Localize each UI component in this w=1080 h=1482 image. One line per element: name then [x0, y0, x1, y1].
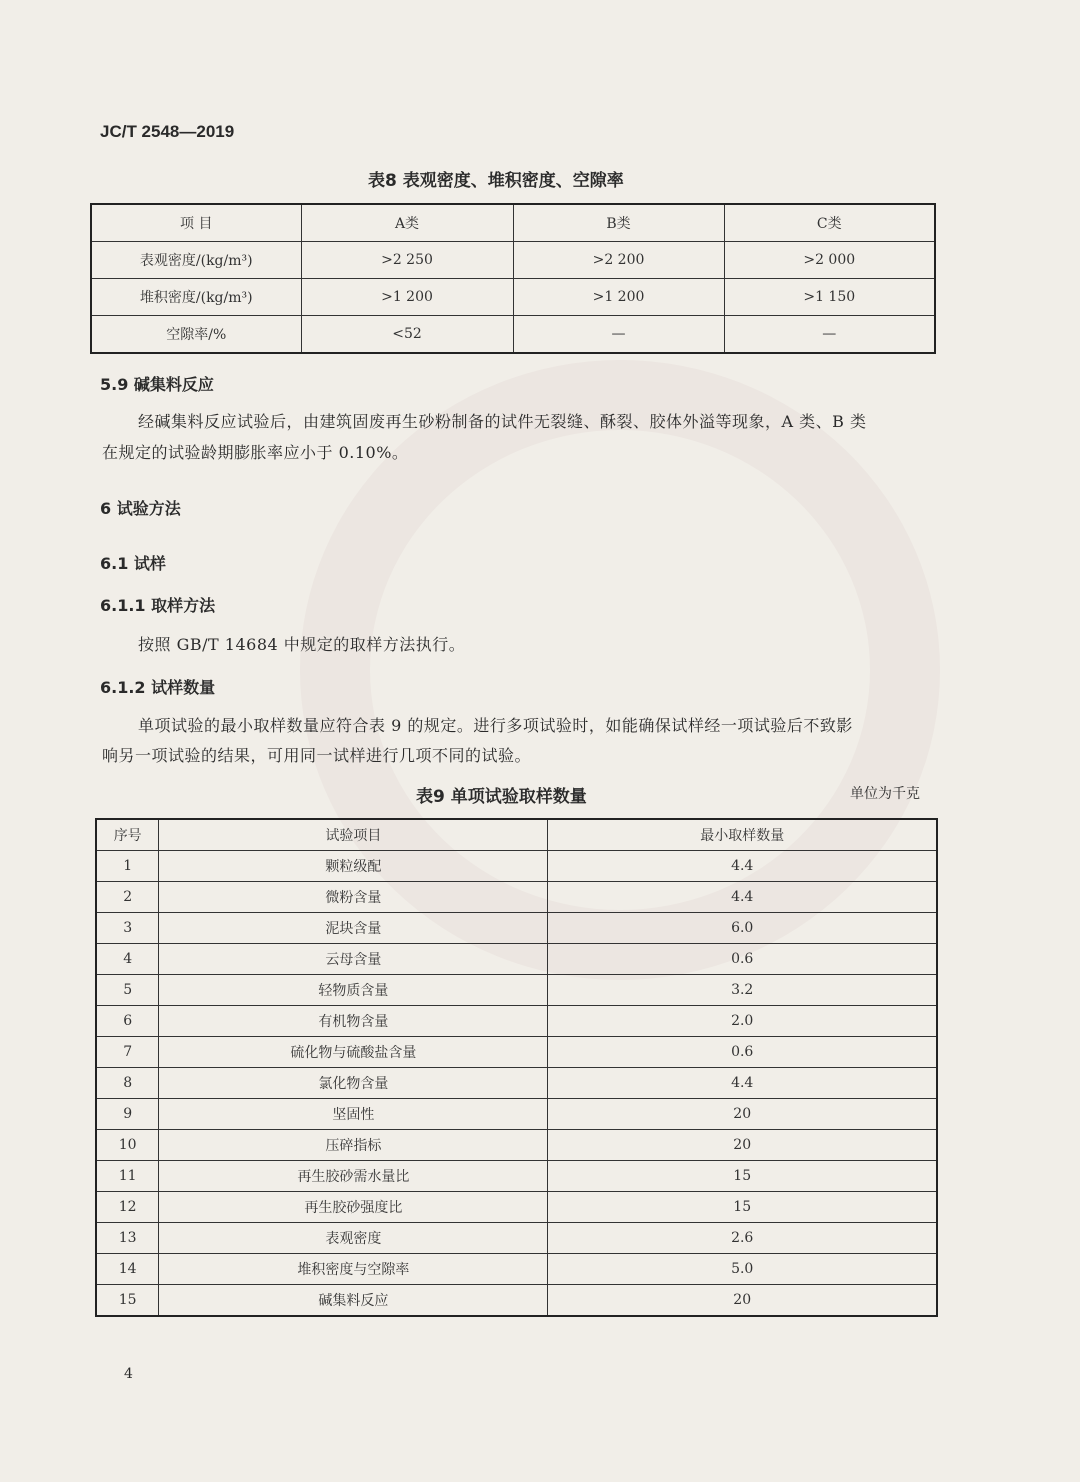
- table9-row: [96, 944, 937, 975]
- table9-cell: 1: [96, 851, 159, 882]
- table9-cell: 轻物质含量: [159, 975, 548, 1006]
- table8-cell: >1 200: [513, 279, 724, 316]
- table9-cell: 20: [548, 1285, 937, 1317]
- standard-code: JC/T 2548—2019: [100, 122, 235, 141]
- section-5-9-text-line1: 经碱集料反应试验后，由建筑固废再生砂粉制备的试件无裂缝、酥裂、胶体外溢等现象，A 类、B 类: [138, 412, 867, 431]
- table9-cell: 4.4: [548, 882, 937, 913]
- table9-cell: 0.6: [548, 1037, 937, 1068]
- table9-cell: 3: [96, 913, 159, 944]
- table9: [95, 818, 938, 1317]
- table8-cell: >1 150: [724, 279, 935, 316]
- table8-row: [91, 316, 935, 354]
- table8-cell: —: [724, 316, 935, 354]
- table8-caption: 表8 表观密度、堆积密度、空隙率: [368, 171, 624, 191]
- table9-cell: 有机物含量: [159, 1006, 548, 1037]
- table9-cell: 硫化物与硫酸盐含量: [159, 1037, 548, 1068]
- table9-cell: 颗粒级配: [159, 851, 548, 882]
- table9-cell: 坚固性: [159, 1099, 548, 1130]
- table9-row: [96, 913, 937, 944]
- table9-cell: 8: [96, 1068, 159, 1099]
- table8-cell: —: [513, 316, 724, 354]
- table9-row: [96, 1037, 937, 1068]
- table9-cell: 15: [548, 1192, 937, 1223]
- table8-cell: >2 000: [724, 242, 935, 279]
- table9-cell: 11: [96, 1161, 159, 1192]
- table9-cell: 碱集料反应: [159, 1285, 548, 1317]
- table9-cell: 3.2: [548, 975, 937, 1006]
- table9-cell: 4.4: [548, 1068, 937, 1099]
- table9-header-cell: 序号: [96, 819, 159, 851]
- section-5-9-text-line2: 在规定的试验龄期膨胀率应小于 0.10%。: [102, 443, 409, 462]
- page-number: 4: [124, 1366, 133, 1382]
- table9-cell: 6: [96, 1006, 159, 1037]
- table9-row: [96, 1130, 937, 1161]
- table9-row: [96, 1254, 937, 1285]
- table9-caption: 表9 单项试验取样数量: [416, 787, 587, 807]
- table9-body: [96, 851, 937, 1317]
- table8-cell: >2 250: [301, 242, 513, 279]
- table9-row: [96, 975, 937, 1006]
- table9-row: [96, 1285, 937, 1317]
- table8-cell: 表观密度/(kg/m³): [91, 242, 301, 279]
- table9-cell: 0.6: [548, 944, 937, 975]
- table9-unit: 单位为千克: [850, 786, 920, 802]
- table9-cell: 云母含量: [159, 944, 548, 975]
- table9-header-cell: 最小取样数量: [548, 819, 937, 851]
- table9-cell: 5: [96, 975, 159, 1006]
- table9-cell: 14: [96, 1254, 159, 1285]
- table8-header-cell: B类: [513, 204, 724, 242]
- table8-header-row: [91, 204, 935, 242]
- table9-cell: 4.4: [548, 851, 937, 882]
- table9-cell: 15: [548, 1161, 937, 1192]
- table9-header-row: [96, 819, 937, 851]
- section-6-1-2-heading: 6.1.2 试样数量: [100, 678, 216, 697]
- table9-cell: 12: [96, 1192, 159, 1223]
- table8-header-cell: 项 目: [91, 204, 301, 242]
- table9-cell: 微粉含量: [159, 882, 548, 913]
- table9-cell: 2.0: [548, 1006, 937, 1037]
- section-6-1-heading: 6.1 试样: [100, 554, 166, 573]
- table8: [90, 203, 936, 354]
- table9-cell: 堆积密度与空隙率: [159, 1254, 548, 1285]
- table9-header-cell: 试验项目: [159, 819, 548, 851]
- table9-cell: 表观密度: [159, 1223, 548, 1254]
- section-5-9-heading: 5.9 碱集料反应: [100, 375, 214, 394]
- section-6-1-1-heading: 6.1.1 取样方法: [100, 596, 216, 615]
- table9-cell: 7: [96, 1037, 159, 1068]
- table9-row: [96, 1192, 937, 1223]
- table9-cell: 20: [548, 1130, 937, 1161]
- table9-cell: 15: [96, 1285, 159, 1317]
- table8-header-cell: A类: [301, 204, 513, 242]
- table9-cell: 氯化物含量: [159, 1068, 548, 1099]
- table9-cell: 压碎指标: [159, 1130, 548, 1161]
- table9-cell: 再生胶砂需水量比: [159, 1161, 548, 1192]
- table8-cell: <52: [301, 316, 513, 354]
- section-6-heading: 6 试验方法: [100, 499, 181, 518]
- table9-cell: 泥块含量: [159, 913, 548, 944]
- table9-cell: 6.0: [548, 913, 937, 944]
- section-6-1-2-text-line2: 响另一项试验的结果，可用同一试样进行几项不同的试验。: [102, 746, 532, 765]
- table8-row: [91, 242, 935, 279]
- table9-cell: 2.6: [548, 1223, 937, 1254]
- table9-cell: 再生胶砂强度比: [159, 1192, 548, 1223]
- table8-cell: >2 200: [513, 242, 724, 279]
- table9-row: [96, 1099, 937, 1130]
- table9-cell: 5.0: [548, 1254, 937, 1285]
- section-6-1-2-text-line1: 单项试验的最小取样数量应符合表 9 的规定。进行多项试验时，如能确保试样经一项试验后不致影: [138, 716, 853, 735]
- table9-row: [96, 1006, 937, 1037]
- table9-cell: 4: [96, 944, 159, 975]
- table9-row: [96, 882, 937, 913]
- table8-cell: >1 200: [301, 279, 513, 316]
- section-6-1-1-text: 按照 GB/T 14684 中规定的取样方法执行。: [138, 635, 466, 654]
- table9-row: [96, 1223, 937, 1254]
- table8-row: [91, 279, 935, 316]
- table9-row: [96, 1161, 937, 1192]
- table8-header-cell: C类: [724, 204, 935, 242]
- table9-cell: 10: [96, 1130, 159, 1161]
- table8-cell: 堆积密度/(kg/m³): [91, 279, 301, 316]
- table9-row: [96, 851, 937, 882]
- table9-cell: 9: [96, 1099, 159, 1130]
- table9-cell: 13: [96, 1223, 159, 1254]
- table9-row: [96, 1068, 937, 1099]
- table9-cell: 2: [96, 882, 159, 913]
- table8-cell: 空隙率/%: [91, 316, 301, 354]
- table9-cell: 20: [548, 1099, 937, 1130]
